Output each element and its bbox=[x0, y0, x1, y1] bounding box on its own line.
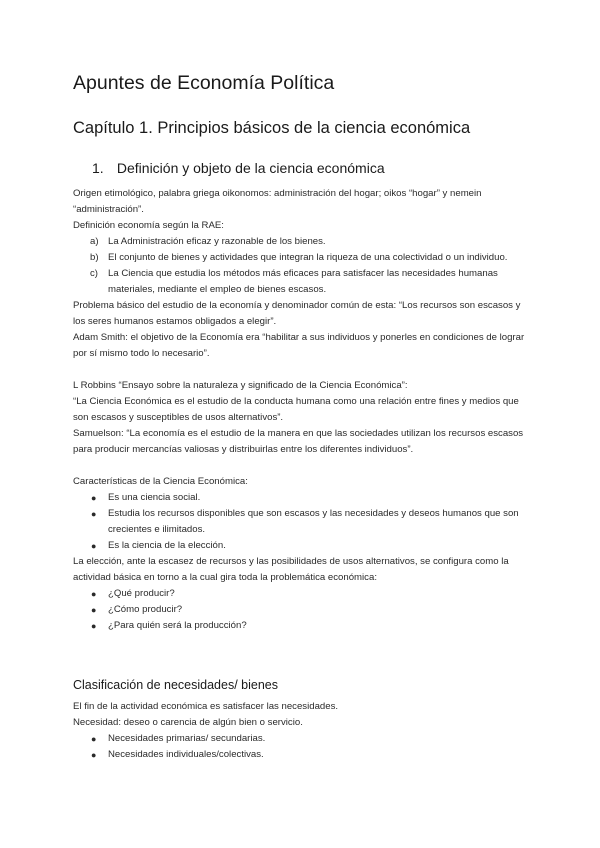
list-marker: b) bbox=[90, 252, 99, 263]
list-item-text: ¿Qué producir? bbox=[108, 588, 175, 599]
list-item-text: La Administración eficaz y razonable de los bienes. bbox=[108, 236, 326, 247]
list-item-text: El conjunto de bienes y actividades que integran la riqueza de una colectividad o un individuo. bbox=[108, 252, 508, 263]
section-heading bbox=[92, 160, 385, 176]
chapter-heading: Capítulo 1. Principios básicos de la ciencia económica bbox=[73, 119, 471, 137]
list-item bbox=[73, 747, 528, 763]
list-marker: a) bbox=[90, 236, 99, 247]
list-item-text: Necesidades individuales/colectivas. bbox=[108, 749, 264, 760]
paragraph-problem: Problema básico del estudio de la economía y denominador común de esta: “Los recursos son escasos y los seres humanos estamos obligados a elegir”. bbox=[73, 300, 521, 327]
bullet-icon: ● bbox=[91, 621, 97, 631]
characteristics-list bbox=[73, 490, 528, 554]
section-number: 1. bbox=[92, 160, 104, 176]
paragraph-need-definition: Necesidad: deseo o carencia de algún bien o servicio. bbox=[73, 717, 303, 728]
list-marker: c) bbox=[90, 268, 98, 279]
list-item-text: ¿Cómo producir? bbox=[108, 604, 183, 615]
list-item-text: Estudia los recursos disponibles que son escasos y las necesidades y deseos humanos que son crecientes e ilimitados. bbox=[108, 508, 519, 535]
section-body bbox=[73, 186, 528, 634]
bullet-icon: ● bbox=[91, 605, 97, 615]
bullet-icon: ● bbox=[91, 493, 97, 503]
paragraph-origin: Origen etimológico, palabra griega oikonomos: administración del hogar; oikos “hogar” y nemein “administración”. bbox=[73, 188, 482, 215]
questions-list bbox=[73, 586, 528, 634]
paragraph-robbins-intro: L Robbins “Ensayo sobre la naturaleza y significado de la Ciencia Económica”: bbox=[73, 380, 408, 391]
paragraph-robbins-quote: “La Ciencia Económica es el estudio de la conducta humana como una relación entre fines y medios que son escasos y susceptibles de usos alternativos”. bbox=[73, 396, 519, 423]
paragraph-characteristics-intro: Características de la Ciencia Económica: bbox=[73, 476, 248, 487]
paragraph-needs-intro: El fin de la actividad económica es satisfacer las necesidades. bbox=[73, 701, 339, 712]
needs-body bbox=[73, 699, 528, 763]
bullet-icon: ● bbox=[91, 734, 97, 744]
needs-heading: Clasificación de necesidades/ bienes bbox=[73, 678, 278, 692]
list-item-text: ¿Para quién será la producción? bbox=[108, 620, 247, 631]
bullet-icon: ● bbox=[91, 541, 97, 551]
list-item-text: Es la ciencia de la elección. bbox=[108, 540, 226, 551]
paragraph-choice: La elección, ante la escasez de recursos y las posibilidades de usos alternativos, se configura como la actividad básica en torno a la cual gira toda la problemática económica: bbox=[73, 556, 509, 583]
list-item-text: Es una ciencia social. bbox=[108, 492, 201, 503]
paragraph-rae-intro: Definición economía según la RAE: bbox=[73, 220, 224, 231]
bullet-icon: ● bbox=[91, 509, 97, 519]
list-item bbox=[73, 234, 528, 250]
document-title: Apuntes de Economía Política bbox=[73, 72, 335, 94]
list-item bbox=[73, 586, 528, 602]
rae-definitions-list bbox=[73, 234, 528, 298]
list-item bbox=[73, 731, 528, 747]
list-item bbox=[73, 490, 528, 506]
list-item bbox=[73, 266, 528, 298]
list-item-text: La Ciencia que estudia los métodos más eficaces para satisfacer las necesidades humanas materiales, mediante el empleo de bienes escasos. bbox=[108, 268, 498, 295]
list-item bbox=[73, 250, 528, 266]
needs-list bbox=[73, 731, 528, 763]
list-item bbox=[73, 538, 528, 554]
bullet-icon: ● bbox=[91, 589, 97, 599]
list-item bbox=[73, 602, 528, 618]
paragraph-smith: Adam Smith: el objetivo de la Economía era “habilitar a sus individuos y ponerles en condiciones de lograr por sí mismo todo lo necesario”. bbox=[73, 332, 525, 359]
paragraph-samuelson: Samuelson: “La economía es el estudio de la manera en que las sociedades utilizan los recursos escasos para producir mercancías valiosas y distribuirlas entre los diferentes individuos”. bbox=[73, 428, 524, 455]
list-item bbox=[73, 506, 528, 538]
list-item-text: Necesidades primarias/ secundarias. bbox=[108, 733, 266, 744]
section-title: Definición y objeto de la ciencia económica bbox=[116, 160, 385, 176]
bullet-icon: ● bbox=[91, 750, 97, 760]
list-item bbox=[73, 618, 528, 634]
